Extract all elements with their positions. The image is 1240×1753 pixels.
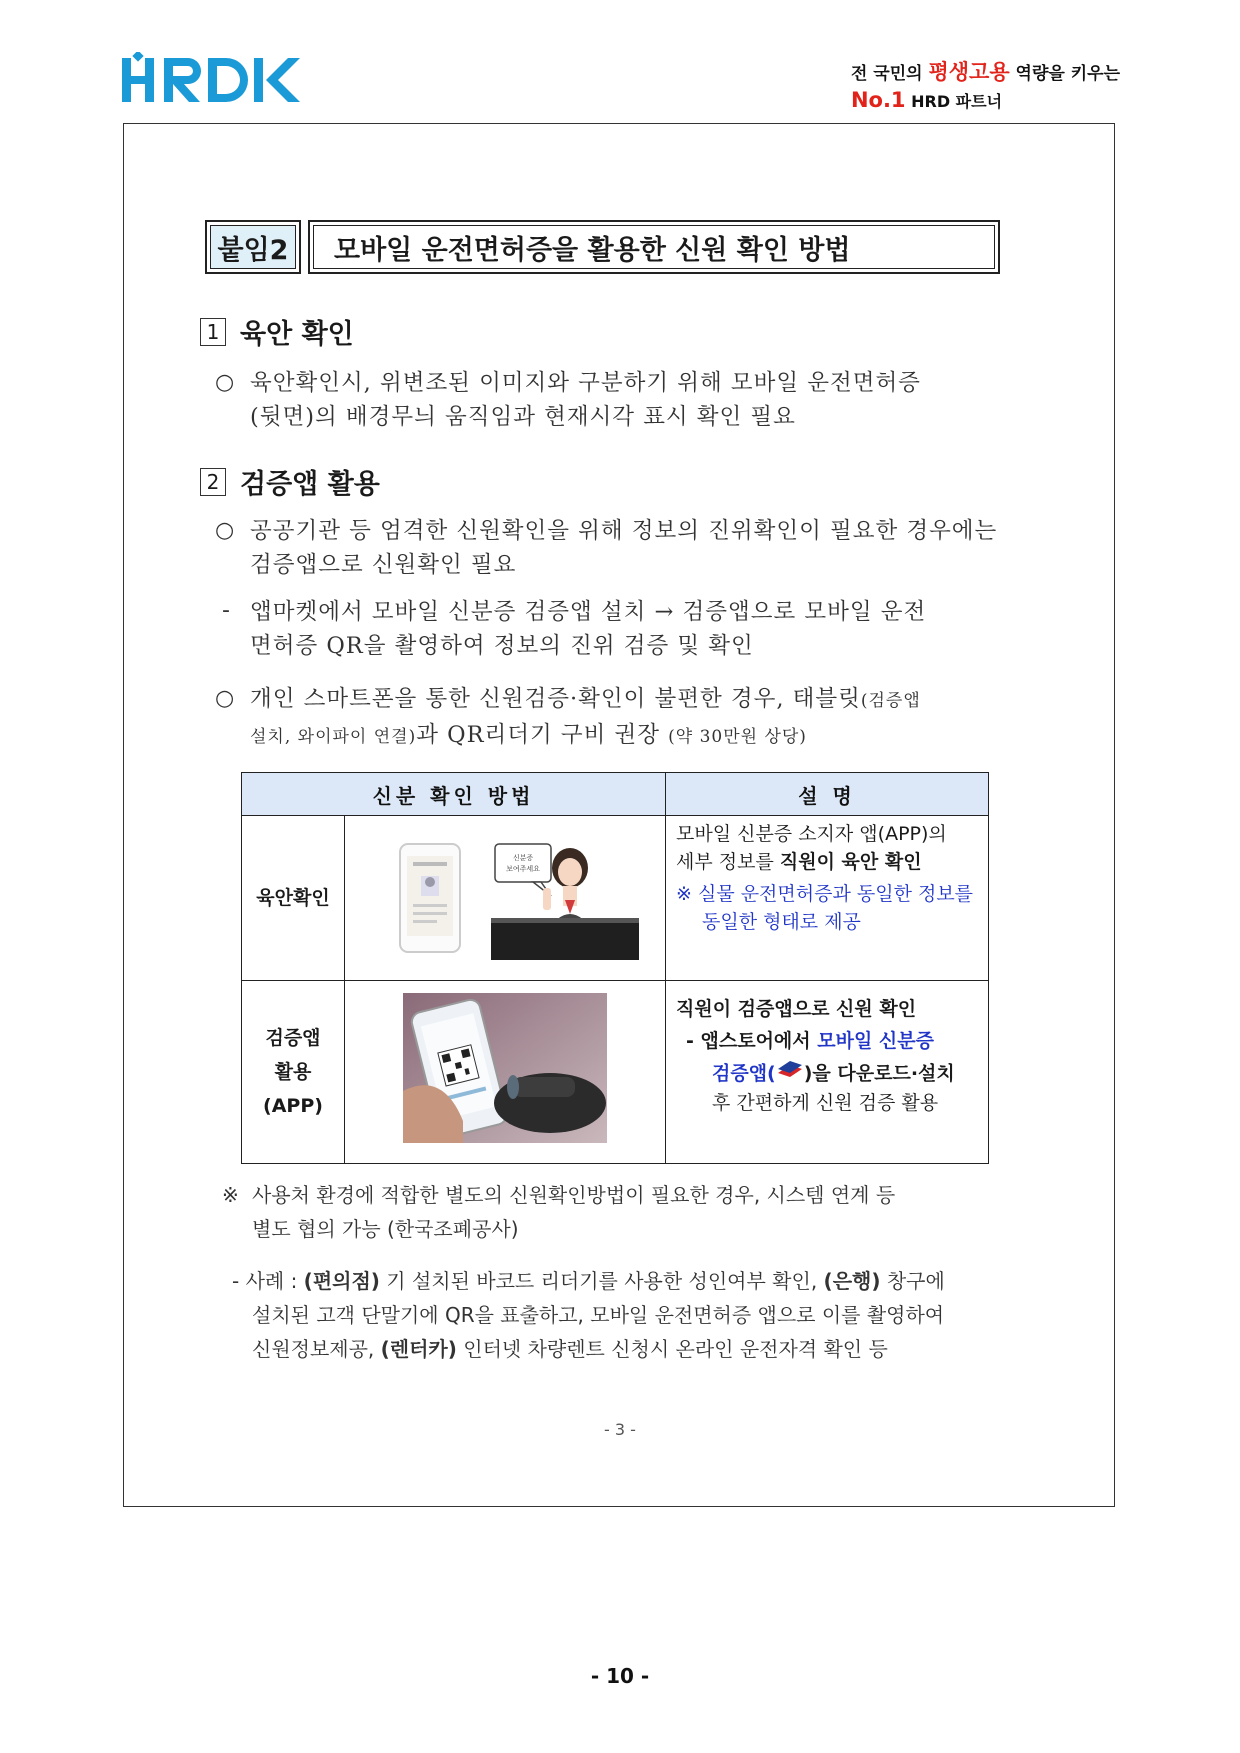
table-row [242,981,989,1164]
bullet-circle: ○ [215,518,235,543]
document-title-row [205,220,1000,274]
dash-marker: - [222,598,230,623]
attachment-tag: 붙임2 [205,220,301,274]
paragraph-app-install: 앱마켓에서 모바일 신분증 검증앱 설치 → 검증앱으로 모바일 운전 면허증 QR을 촬영하여 정보의 진위 검증 및 확인 [250,599,927,659]
table-header-description: 설 명 [666,773,989,816]
row-label-visual: 육안확인 [242,816,345,981]
paragraph-tablet-recommendation: 개인 스마트폰을 통한 신원검증·확인이 불편한 경우, 태블릿(검증앱 설치, 와이파이 연결)과 QR리더기 구비 권장 (약 30만원 상당) [250,686,921,748]
row-description-visual: 모바일 신분증 소지자 앱(APP)의 세부 정보를 직원이 육안 확인 ※ 실물 운전면허증과 동일한 정보를 동일한 형태로 제공 [666,816,989,981]
table-header-method: 신분 확인 방법 [242,773,666,816]
section-heading-visual [200,312,354,351]
page-number: - 10 - [590,1664,650,1688]
inner-page-number: - 3 - [604,1420,636,1439]
bullet-circle: ○ [215,370,235,395]
svg-text:신분증: 신분증 [512,854,534,862]
svg-text:보여주세요: 보여주세요 [506,865,540,873]
section-title: 검증앱 활용 [240,469,380,500]
section-title: 육안 확인 [240,319,354,350]
qr-scan-photo [345,981,666,1164]
section-number: 1 [200,318,226,346]
verification-methods-table [241,772,989,1164]
hrdk-logo [120,52,300,108]
row-description-app: 직원이 검증앱으로 신원 확인 - 앱스토어에서 모바일 신분증 검증앱( )을 다운로드·설치 후 간편하게 신원 검증 활용 [666,981,989,1164]
bullet-circle: ○ [215,686,235,711]
header-tagline: 전 국민의 평생고용 역량을 키우는 No.1 HRD 파트너 [850,60,1120,112]
paragraph-visual-check: 육안확인시, 위변조된 이미지와 구분하기 위해 모바일 운전면허증 (뒷면)의 배경무늬 움직임과 현재시각 표시 확인 필요 [250,370,921,430]
visual-check-illustration [345,816,666,981]
note-alternative-methods: 사용처 환경에 적합한 별도의 신원확인방법이 필요한 경우, 시스템 연계 등 별도 협의 가능 (한국조폐공사) [252,1183,896,1241]
note-mark: ※ [222,1183,239,1207]
row-label-app: 검증앱 활용 (APP) [242,981,345,1164]
table-row [242,816,989,981]
section-heading-app [200,462,380,501]
document-title: 모바일 운전면허증을 활용한 신원 확인 방법 [308,220,1000,274]
verification-app-icon [776,1059,804,1089]
note-examples: - 사례 : (편의점) 기 설치된 바코드 리더기를 사용한 성인여부 확인, (은행) 창구에 설치된 고객 단말기에 QR을 표출하고, 모바일 운전면허증 앱으로 이를 촬영하여 신원정보제공, (렌터카) 인터넷 차량렌트 신청시 온라인 운전자격 확인 등 [232,1269,945,1361]
section-number: 2 [200,468,226,496]
paragraph-app-verification: 공공기관 등 엄격한 신원확인을 위해 정보의 진위확인이 필요한 경우에는 검증앱으로 신원확인 필요 [250,518,998,578]
